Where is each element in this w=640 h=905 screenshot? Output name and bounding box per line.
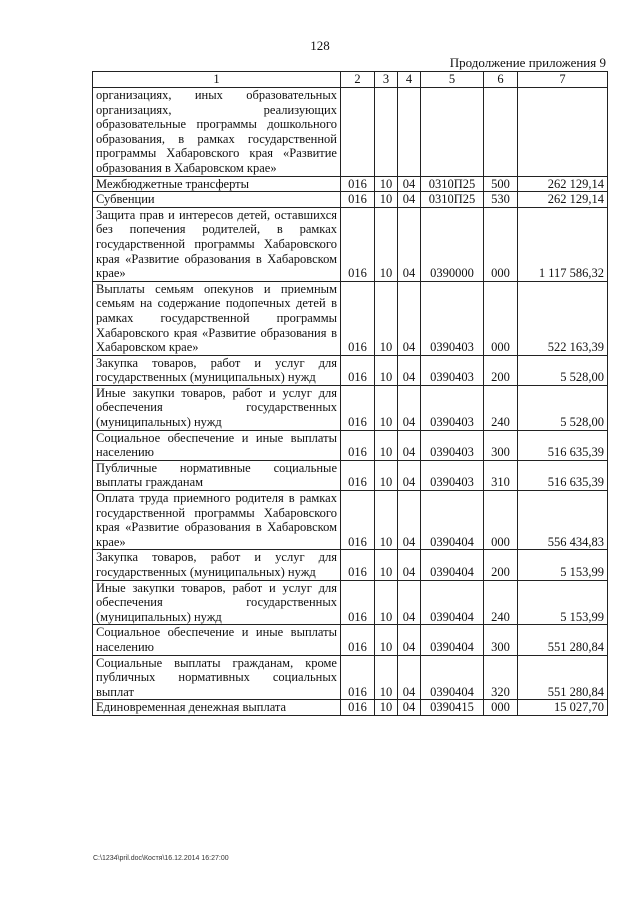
table-row — [93, 550, 608, 580]
subsection-cell: 04 — [398, 700, 421, 716]
amount-cell: 1 117 586,32 — [518, 207, 608, 281]
table-row — [93, 491, 608, 550]
table-row — [93, 207, 608, 281]
table-row — [93, 460, 608, 490]
expense-type-cell: 530 — [484, 192, 518, 208]
description-cell: Защита прав и интересов детей, оставшихся без попечения родителей, в рамках государственной программы Хабаровского края «Развитие образования в Хабаровском крае» — [93, 207, 341, 281]
target-item-cell: 0390415 — [421, 700, 484, 716]
subsection-cell: 04 — [398, 460, 421, 490]
target-item-cell: 0390404 — [421, 550, 484, 580]
file-path-footer: C:\1234\pril.doc\Костя\16.12.2014 16:27:00 — [93, 855, 229, 862]
description-cell: Выплаты семьям опекунов и приемным семьям на содержание подопечных детей в рамках государственной программы Хабаровского края «Развитие образования в Хабаровском крае» — [93, 281, 341, 355]
subsection-cell: 04 — [398, 176, 421, 192]
section-cell: 10 — [375, 550, 398, 580]
table-row — [93, 625, 608, 655]
expense-type-cell: 000 — [484, 281, 518, 355]
subsection-cell: 04 — [398, 207, 421, 281]
expense-type-cell: 300 — [484, 625, 518, 655]
header-col-1: 1 — [93, 72, 341, 88]
expense-type-cell: 000 — [484, 491, 518, 550]
subsection-cell: 04 — [398, 355, 421, 385]
description-cell: Закупка товаров, работ и услуг для государственных (муниципальных) нужд — [93, 550, 341, 580]
header-col-4: 4 — [398, 72, 421, 88]
ministry-code-cell: 016 — [341, 625, 375, 655]
section-cell: 10 — [375, 430, 398, 460]
amount-cell: 5 528,00 — [518, 385, 608, 430]
target-item-cell: 0390404 — [421, 655, 484, 700]
amount-cell — [518, 88, 608, 177]
section-cell: 10 — [375, 192, 398, 208]
ministry-code-cell: 016 — [341, 700, 375, 716]
target-item-cell: 0390000 — [421, 207, 484, 281]
section-cell: 10 — [375, 355, 398, 385]
budget-table — [92, 71, 608, 716]
table-row — [93, 355, 608, 385]
section-cell: 10 — [375, 625, 398, 655]
ministry-code-cell: 016 — [341, 655, 375, 700]
table-row — [93, 655, 608, 700]
target-item-cell — [421, 88, 484, 177]
expense-type-cell: 240 — [484, 580, 518, 625]
expense-type-cell: 320 — [484, 655, 518, 700]
amount-cell: 516 635,39 — [518, 430, 608, 460]
subsection-cell: 04 — [398, 580, 421, 625]
section-cell: 10 — [375, 580, 398, 625]
description-cell: Социальное обеспечение и иные выплаты населению — [93, 625, 341, 655]
page-number: 128 — [310, 38, 330, 53]
ministry-code-cell — [341, 88, 375, 177]
description-cell: Социальные выплаты гражданам, кроме публичных нормативных социальных выплат — [93, 655, 341, 700]
subsection-cell: 04 — [398, 385, 421, 430]
description-cell: Иные закупки товаров, работ и услуг для обеспечения государственных (муниципальных) нужд — [93, 580, 341, 625]
description-cell: Закупка товаров, работ и услуг для государственных (муниципальных) нужд — [93, 355, 341, 385]
table-row — [93, 385, 608, 430]
amount-cell: 516 635,39 — [518, 460, 608, 490]
subsection-cell: 04 — [398, 655, 421, 700]
target-item-cell: 0390404 — [421, 491, 484, 550]
subsection-cell — [398, 88, 421, 177]
table-row — [93, 192, 608, 208]
table-row — [93, 281, 608, 355]
section-cell: 10 — [375, 176, 398, 192]
table-row — [93, 580, 608, 625]
header-col-5: 5 — [421, 72, 484, 88]
target-item-cell: 0310П25 — [421, 176, 484, 192]
description-cell: Публичные нормативные социальные выплаты гражданам — [93, 460, 341, 490]
expense-type-cell: 300 — [484, 430, 518, 460]
amount-cell: 5 153,99 — [518, 550, 608, 580]
subsection-cell: 04 — [398, 192, 421, 208]
subsection-cell: 04 — [398, 281, 421, 355]
section-cell: 10 — [375, 700, 398, 716]
section-cell: 10 — [375, 281, 398, 355]
expense-type-cell: 200 — [484, 355, 518, 385]
expense-type-cell: 000 — [484, 207, 518, 281]
header-col-7: 7 — [518, 72, 608, 88]
ministry-code-cell: 016 — [341, 430, 375, 460]
ministry-code-cell: 016 — [341, 491, 375, 550]
expense-type-cell: 310 — [484, 460, 518, 490]
section-cell: 10 — [375, 385, 398, 430]
table-row — [93, 430, 608, 460]
header-col-2: 2 — [341, 72, 375, 88]
expense-type-cell — [484, 88, 518, 177]
description-cell: Социальное обеспечение и иные выплаты населению — [93, 430, 341, 460]
amount-cell: 551 280,84 — [518, 655, 608, 700]
description-cell: Субвенции — [93, 192, 341, 208]
table-row — [93, 88, 608, 177]
header-col-3: 3 — [375, 72, 398, 88]
ministry-code-cell: 016 — [341, 176, 375, 192]
target-item-cell: 0390403 — [421, 460, 484, 490]
ministry-code-cell: 016 — [341, 281, 375, 355]
ministry-code-cell: 016 — [341, 385, 375, 430]
section-cell: 10 — [375, 655, 398, 700]
section-cell: 10 — [375, 207, 398, 281]
description-cell: Оплата труда приемного родителя в рамках государственной программы Хабаровского края «Развитие образования в Хабаровском крае» — [93, 491, 341, 550]
ministry-code-cell: 016 — [341, 460, 375, 490]
ministry-code-cell: 016 — [341, 355, 375, 385]
table-row — [93, 176, 608, 192]
amount-cell: 5 528,00 — [518, 355, 608, 385]
description-cell: Межбюджетные трансферты — [93, 176, 341, 192]
ministry-code-cell: 016 — [341, 580, 375, 625]
expense-type-cell: 240 — [484, 385, 518, 430]
table-body — [93, 88, 608, 716]
amount-cell: 262 129,14 — [518, 192, 608, 208]
target-item-cell: 0390403 — [421, 355, 484, 385]
section-cell: 10 — [375, 491, 398, 550]
target-item-cell: 0390403 — [421, 430, 484, 460]
ministry-code-cell: 016 — [341, 192, 375, 208]
description-cell: Иные закупки товаров, работ и услуг для обеспечения государственных (муниципальных) нужд — [93, 385, 341, 430]
target-item-cell: 0390404 — [421, 580, 484, 625]
header-col-6: 6 — [484, 72, 518, 88]
target-item-cell: 0390403 — [421, 385, 484, 430]
target-item-cell: 0390403 — [421, 281, 484, 355]
subsection-cell: 04 — [398, 625, 421, 655]
expense-type-cell: 200 — [484, 550, 518, 580]
expense-type-cell: 500 — [484, 176, 518, 192]
ministry-code-cell: 016 — [341, 550, 375, 580]
table-row — [93, 700, 608, 716]
description-cell: организациях, иных образовательных организациях, реализующих образовательные программы дошкольного образования, в рамках государственной программы Хабаровского края «Развитие образования в Хабаровском крае» — [93, 88, 341, 177]
target-item-cell: 0390404 — [421, 625, 484, 655]
description-cell: Единовременная денежная выплата — [93, 700, 341, 716]
expense-type-cell: 000 — [484, 700, 518, 716]
subsection-cell: 04 — [398, 550, 421, 580]
section-cell: 10 — [375, 460, 398, 490]
subsection-cell: 04 — [398, 430, 421, 460]
subsection-cell: 04 — [398, 491, 421, 550]
target-item-cell: 0310П25 — [421, 192, 484, 208]
amount-cell: 262 129,14 — [518, 176, 608, 192]
amount-cell: 5 153,99 — [518, 580, 608, 625]
amount-cell: 551 280,84 — [518, 625, 608, 655]
ministry-code-cell: 016 — [341, 207, 375, 281]
amount-cell: 522 163,39 — [518, 281, 608, 355]
continuation-note: Продолжение приложения 9 — [449, 55, 606, 70]
section-cell — [375, 88, 398, 177]
amount-cell: 556 434,83 — [518, 491, 608, 550]
header-row — [93, 72, 608, 88]
amount-cell: 15 027,70 — [518, 700, 608, 716]
